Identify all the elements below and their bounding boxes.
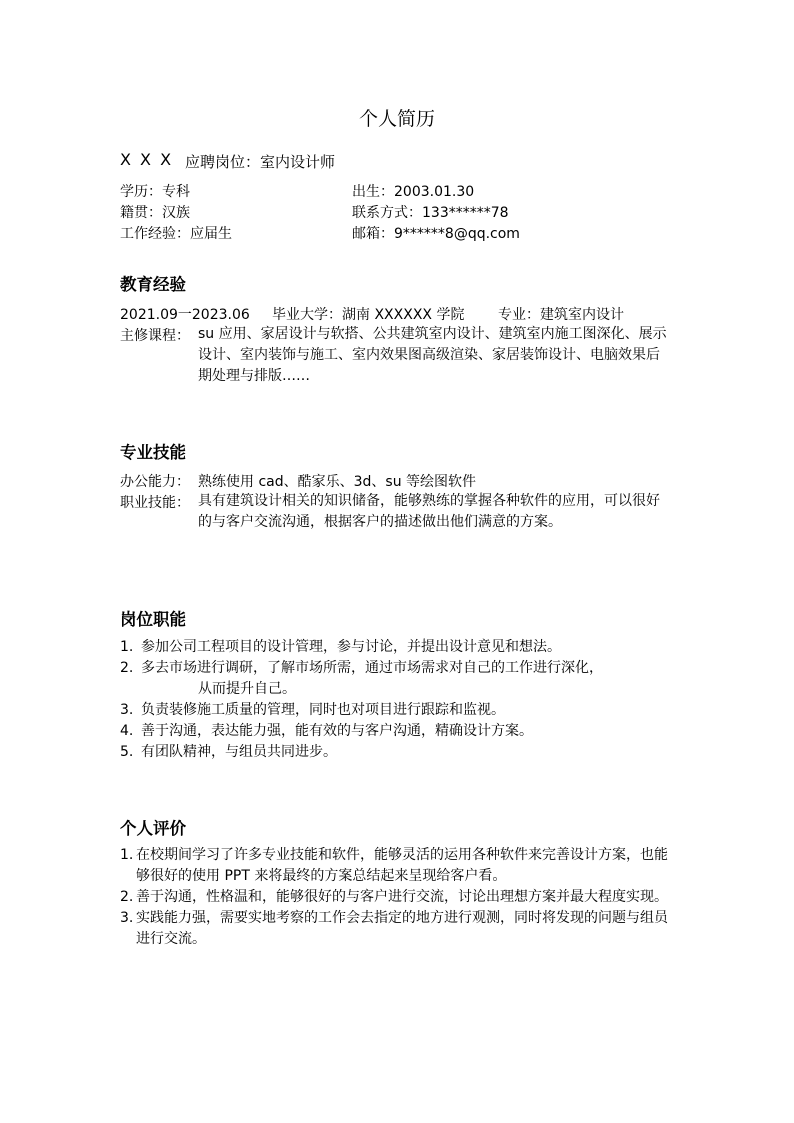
evaluation-heading: 个人评价 (120, 819, 186, 838)
list-item-text: 实践能力强，需要实地考察的工作会去指定的地方进行观测，同时将发现的问题与组员进行交流。 (136, 910, 668, 947)
list-item (120, 887, 668, 908)
list-number: 1. (120, 847, 134, 863)
list-item-text: 在校期间学习了许多专业技能和软件，能够灵活的运用各种软件来完善设计方案，也能够很好的使用 PPT 来将最终的方案总结起来呈现给客户看。 (136, 847, 668, 884)
applied-position: 应聘岗位：室内设计师 (185, 153, 336, 171)
page-title: 个人简历 (358, 108, 435, 130)
pro-skill-text: 具有建筑设计相关的知识储备，能够熟练的掌握各种软件的应用，可以很好的与客户交流沟通，根据客户的描述做出他们满意的方案。 (198, 493, 660, 530)
contact-phone: 联系方式：133******78 (352, 205, 509, 221)
list-item-continuation: 从而提升自己。 (198, 681, 296, 697)
list-number: 2. (120, 889, 134, 905)
list-number: 3. (120, 702, 134, 718)
list-item-text: 善于沟通，表达能力强，能有效的与客户沟通，精确设计方案。 (141, 723, 533, 739)
applicant-name: X X X (120, 150, 174, 169)
list-item (120, 845, 668, 887)
education-major: 专业：建筑室内设计 (498, 307, 624, 323)
education-period: 2021.09一2023.06 (120, 307, 250, 323)
list-item (120, 721, 670, 742)
list-number: 2. (120, 660, 134, 676)
duties-heading: 岗位职能 (120, 610, 186, 629)
courses-text: su 应用、家居设计与软搭、公共建筑室内设计、建筑室内施工图深化、展示设计、室内装饰与施工、室内效果图高级渲染、家居装饰设计、电脑效果后期处理与排版…… (198, 326, 667, 384)
list-item-text: 有团队精神，与组员共同进步。 (141, 744, 337, 760)
list-number: 5. (120, 744, 134, 760)
list-number: 3. (120, 910, 134, 926)
office-skill-label: 办公能力： (120, 474, 190, 490)
list-item (120, 700, 670, 721)
birth-date: 出生：2003.01.30 (352, 184, 475, 200)
duties-list (120, 637, 670, 763)
office-skill-text: 熟练使用 cad、酷家乐、3d、su 等绘图软件 (198, 474, 477, 490)
list-item-text: 多去市场进行调研，了解市场所需，通过市场需求对自己的工作进行深化， (141, 660, 603, 676)
list-item-text: 负责装修施工质量的管理，同时也对项目进行跟踪和监视。 (141, 702, 505, 718)
evaluation-list (120, 845, 668, 950)
list-item (120, 637, 670, 658)
email: 邮箱：9******8@qq.com (352, 226, 520, 242)
list-item-text: 善于沟通，性格温和，能够很好的与客户进行交流，讨论出理想方案并最大程度实现。 (136, 889, 668, 905)
list-item-text: 参加公司工程项目的设计管理，参与讨论，并提出设计意见和想法。 (141, 639, 561, 655)
list-number: 4. (120, 723, 134, 739)
courses-label: 主修课程： (120, 328, 190, 344)
list-item (120, 658, 670, 700)
list-number: 1. (120, 639, 134, 655)
education-school: 毕业大学：湖南 XXXXXX 学院 (272, 307, 465, 323)
skills-heading: 专业技能 (120, 443, 186, 462)
work-experience: 工作经验：应届生 (120, 226, 232, 242)
pro-skill-label: 职业技能： (120, 495, 190, 511)
education-heading: 教育经验 (120, 275, 186, 294)
education-level: 学历：专科 (120, 184, 190, 200)
list-item (120, 742, 670, 763)
native-place: 籍贯：汉族 (120, 205, 190, 221)
list-item (120, 908, 668, 950)
